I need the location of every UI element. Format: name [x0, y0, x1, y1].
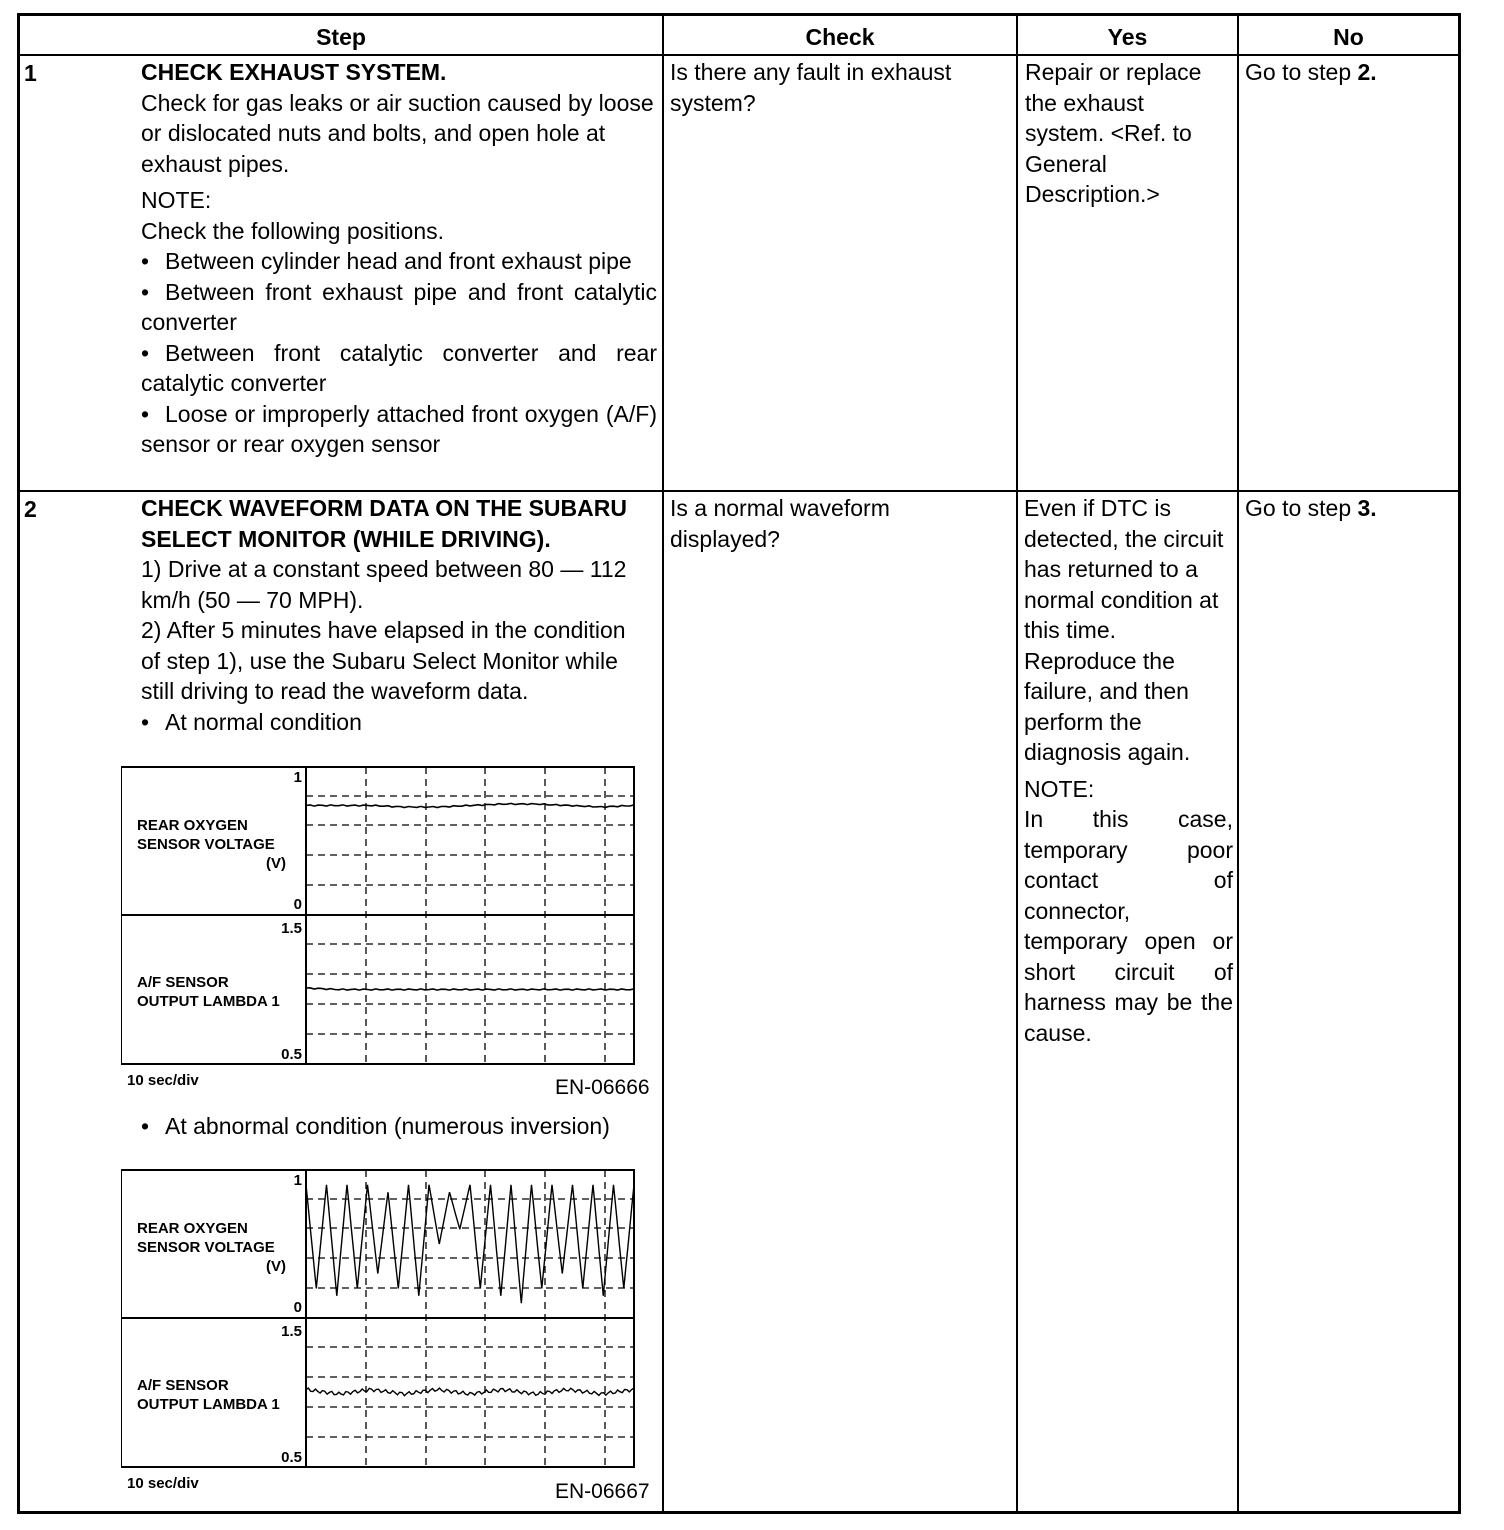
- note-intro: Check the following positions.: [141, 217, 444, 244]
- step-body: Check for gas leaks or air suction caused by loose or dislocated nuts and bolts, and open hole at exhaust pipes.: [141, 89, 654, 177]
- bullet-icon: [141, 1113, 165, 1139]
- bullet-icon: [141, 279, 165, 305]
- rear-oxygen-waveform-line: [306, 803, 634, 807]
- yes-action: Repair or replace the exhaust system. <Ref. to General Description.>: [1025, 59, 1202, 207]
- note-text: In this case, temporary poor contact of connector, temporary open or short circuit of harness may be the cause.: [1024, 806, 1233, 1046]
- bullet-icon: [141, 709, 165, 735]
- check-question: Is there any fault in exhaust system?: [670, 59, 952, 116]
- procedure-step-1: 1) Drive at a constant speed between 80 — 112 km/h (50 — 70 MPH).: [141, 556, 627, 613]
- check-question: Is a normal waveform displayed?: [670, 495, 890, 552]
- timebase-label: 10 sec/div: [127, 1475, 199, 1492]
- procedure-step-2: 2) After 5 minutes have elapsed in the condition of step 1), use the Subaru Select Monitor while still driving to read the waveform data.: [141, 617, 626, 704]
- list-item: • Loose or improperly attached front oxygen (A/F) sensor or rear oxygen sensor: [141, 399, 657, 460]
- list-item: • Between cylinder head and front exhaust pipe: [141, 246, 657, 277]
- step-number: 2: [24, 496, 37, 522]
- next-step-link[interactable]: 3.: [1357, 495, 1377, 521]
- af-sensor-axis-label: A/F SENSOR OUTPUT LAMBDA 1: [137, 974, 280, 1010]
- step-title: CHECK EXHAUST SYSTEM.: [141, 59, 447, 85]
- axis-max-label: 1.5: [281, 1323, 302, 1340]
- timebase-label: 10 sec/div: [127, 1072, 199, 1089]
- column-divider: [1016, 13, 1018, 1514]
- header-step: Step: [316, 24, 366, 50]
- rear-oxygen-axis-label: REAR OXYGEN SENSOR VOLTAGE (V): [137, 1220, 286, 1275]
- bullet-icon: [141, 248, 165, 274]
- waveform-figure-normal: [121, 762, 641, 1092]
- bullet-icon: [141, 401, 165, 427]
- axis-min-label: 0: [293, 896, 302, 913]
- header-check: Check: [805, 24, 875, 50]
- af-sensor-axis-label: A/F SENSOR OUTPUT LAMBDA 1: [137, 1377, 280, 1413]
- axis-min-label: 0: [293, 1299, 302, 1316]
- next-step-link[interactable]: 2.: [1357, 59, 1377, 85]
- column-divider: [1237, 13, 1239, 1514]
- figure-code: EN-06666: [555, 1076, 650, 1099]
- bullet-icon: [141, 340, 165, 366]
- axis-max-label: 1: [293, 769, 302, 786]
- header-yes: Yes: [1107, 24, 1148, 50]
- yes-action: [1024, 493, 1233, 1048]
- axis-max-label: 1: [293, 1172, 302, 1189]
- axis-max-label: 1.5: [281, 920, 302, 937]
- step-2-content: [141, 493, 646, 737]
- axis-min-label: 0.5: [281, 1449, 302, 1466]
- note-label: NOTE:: [1024, 775, 1095, 802]
- row-divider: [17, 490, 1461, 492]
- no-action: Go to step 2.: [1245, 59, 1377, 85]
- no-action: Go to step 3.: [1245, 495, 1377, 521]
- step-1-content: [141, 57, 657, 460]
- waveform-figure-abnormal: [121, 1165, 641, 1495]
- list-item: • At abnormal condition (numerous inversion): [141, 1111, 651, 1142]
- column-divider: [662, 13, 664, 1514]
- figure-code: EN-06667: [555, 1480, 650, 1503]
- af-sensor-waveform-line: [306, 1388, 634, 1396]
- list-item: • Between front catalytic converter and rear catalytic converter: [141, 338, 657, 399]
- rear-oxygen-waveform-line: [306, 1185, 634, 1303]
- list-item: • Between front exhaust pipe and front catalytic converter: [141, 277, 657, 338]
- list-item: • At normal condition: [141, 707, 646, 738]
- axis-min-label: 0.5: [281, 1046, 302, 1063]
- yes-main-text: Even if DTC is detected, the circuit has returned to a normal condition at this time. Reproduce the failure, and then perform the diagnosis again.: [1024, 495, 1224, 765]
- af-sensor-waveform-line: [306, 988, 634, 990]
- note-label: NOTE:: [141, 187, 212, 213]
- step-number: 1: [24, 60, 37, 86]
- step-title: CHECK WAVEFORM DATA ON THE SUBARU SELECT MONITOR (WHILE DRIVING).: [141, 495, 627, 552]
- header-no: No: [1333, 24, 1364, 50]
- rear-oxygen-axis-label: REAR OXYGEN SENSOR VOLTAGE (V): [137, 817, 286, 872]
